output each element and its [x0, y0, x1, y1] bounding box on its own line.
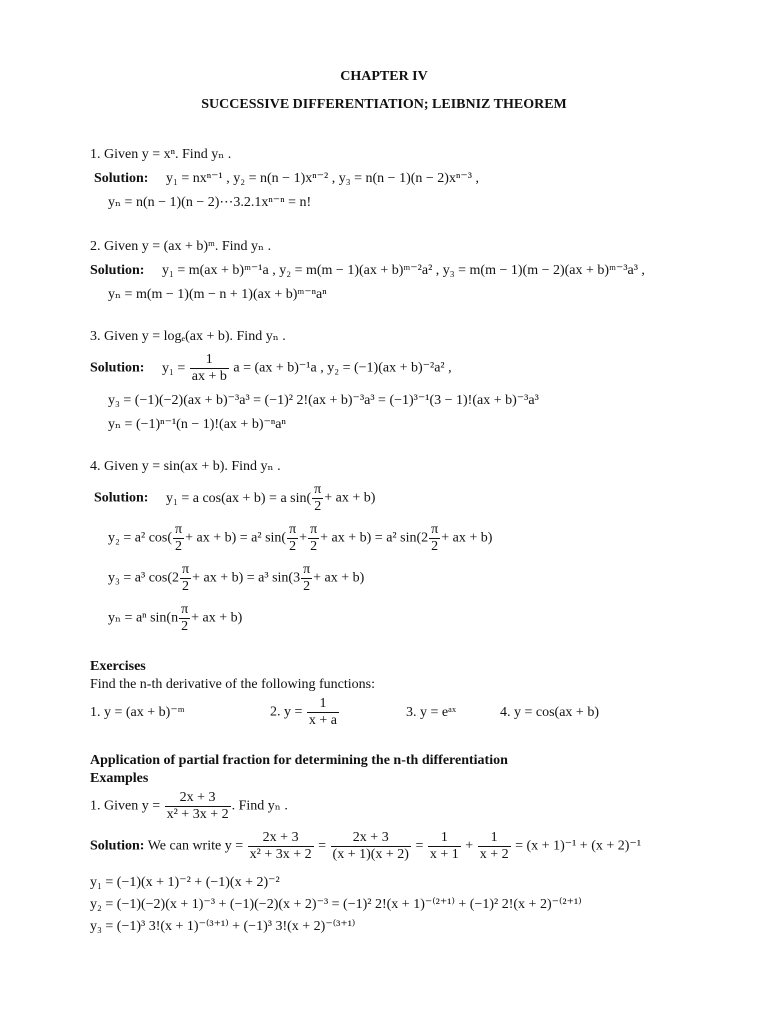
equals-sign: =	[415, 838, 424, 854]
fraction-numerator: π	[431, 522, 439, 537]
problem-3-solution-row	[90, 352, 452, 385]
yn-part-1: yₙ = aⁿ sin(n	[108, 610, 179, 626]
problem-4-y2-row	[108, 522, 492, 555]
fraction-denominator: x + 1	[429, 847, 459, 862]
solution-label: Solution:	[90, 838, 145, 854]
fraction-denominator: x² + 3x + 2	[249, 847, 312, 862]
solution-label: Solution:	[90, 360, 145, 376]
fraction-denominator: 2	[181, 619, 189, 634]
exercise-2-label: 2. y =	[270, 704, 303, 720]
equals-sign: =	[318, 838, 327, 854]
fraction-denominator: x² + 3x + 2	[166, 807, 229, 822]
solution-label: Solution:	[94, 490, 149, 506]
example-1-y3: y₃ = (−1)³ 3!(x + 1)⁻⁽³⁺¹⁾ + (−1)³ 3!(x + 2)⁻⁽³⁺¹⁾	[90, 919, 356, 934]
solution-label: Solution:	[94, 171, 149, 186]
given-suffix: . Find yₙ .	[231, 798, 288, 814]
exercise-1: 1. y = (ax + b)⁻ᵐ	[90, 705, 185, 720]
problem-3-line-1: a = (ax + b)⁻¹a , y₂ = (−1)(ax + b)⁻²a² ,	[233, 360, 452, 376]
fraction-denominator: ax + b	[191, 369, 227, 384]
example-1-given	[90, 790, 288, 823]
fraction-numerator: π	[175, 522, 183, 537]
fraction-denominator: (x + 1)(x + 2)	[332, 847, 409, 862]
yn-tail: + ax + b)	[191, 610, 243, 626]
fraction-numerator: 1	[307, 696, 339, 713]
fraction	[331, 830, 411, 863]
fraction-denominator: 2	[310, 539, 318, 554]
fraction-denominator: 2	[431, 539, 439, 554]
problem-4-solution-row	[94, 482, 375, 515]
y2-tail: + ax + b)	[441, 530, 493, 546]
plus-sign: +	[299, 530, 308, 546]
y2-part-2: + ax + b) = a² sin(	[185, 530, 287, 546]
fraction-denominator: 2	[303, 579, 311, 594]
solution-label: Solution:	[90, 263, 145, 278]
y1-tail: + ax + b)	[324, 490, 376, 506]
chapter-heading: CHAPTER IV	[340, 69, 428, 84]
fraction-numerator: 2x + 3	[331, 830, 411, 847]
problem-1-solution-row	[94, 170, 479, 188]
fraction	[190, 352, 229, 385]
fraction-denominator: x + 2	[479, 847, 509, 862]
fraction	[478, 830, 511, 863]
fraction-numerator: π	[314, 482, 322, 497]
chapter-title: SUCCESSIVE DIFFERENTIATION; LEIBNIZ THEOREM	[201, 97, 567, 112]
fraction-denominator: x + a	[308, 713, 338, 728]
fraction-numerator: π	[289, 522, 297, 537]
problem-3-line-3: yₙ = (−1)ⁿ⁻¹(n − 1)!(ax + b)⁻ⁿaⁿ	[108, 417, 286, 432]
fraction	[248, 830, 314, 863]
fraction	[179, 602, 190, 635]
solution-tail: = (x + 1)⁻¹ + (x + 2)⁻¹	[515, 838, 642, 854]
fraction-numerator: π	[181, 602, 189, 617]
fraction	[287, 522, 298, 555]
fraction	[312, 482, 323, 515]
fraction	[165, 790, 231, 823]
y1-expression: y₁ = a cos(ax + b) = a sin(	[165, 490, 312, 506]
fraction-numerator: 1	[478, 830, 511, 847]
fraction	[173, 522, 184, 555]
example-1-y2: y₂ = (−1)(−2)(x + 1)⁻³ + (−1)(−2)(x + 2)⁻³ = (−1)² 2!(x + 1)⁻⁽²⁺¹⁾ + (−1)² 2!(x + 2)⁻⁽²⁺¹⁾	[90, 897, 582, 912]
given-prefix: 1. Given y =	[90, 798, 161, 814]
solution-intro: We can write y =	[144, 838, 244, 854]
exercise-3: 3. y = eᵃˣ	[406, 705, 456, 720]
fraction-denominator: 2	[289, 539, 297, 554]
example-1-y1: y₁ = (−1)(x + 1)⁻² + (−1)(x + 2)⁻²	[90, 875, 280, 890]
fraction-denominator: 2	[182, 579, 190, 594]
problem-2-line-1: y₁ = m(ax + b)ᵐ⁻¹a , y₂ = m(m − 1)(ax + b)ᵐ⁻²a² , y₃ = m(m − 1)(m − 2)(ax + b)ᵐ⁻³a³ ,	[161, 263, 645, 278]
application-heading: Application of partial fraction for determining the n-th differentiation	[90, 753, 508, 768]
problem-4-y3-row	[108, 562, 364, 595]
exercises-heading: Exercises	[90, 659, 146, 674]
problem-2-given: 2. Given y = (ax + b)ᵐ. Find yₙ .	[90, 239, 272, 254]
problem-1-line-2: yₙ = n(n − 1)(n − 2)⋯3.2.1xⁿ⁻ⁿ = n!	[108, 195, 312, 210]
fraction-numerator: π	[310, 522, 318, 537]
fraction	[307, 696, 339, 729]
problem-3-line-2: y₃ = (−1)(−2)(ax + b)⁻³a³ = (−1)² 2!(ax + b)⁻³a³ = (−1)³⁻¹(3 − 1)!(ax + b)⁻³a³	[108, 393, 539, 408]
fraction-denominator: 2	[175, 539, 183, 554]
examples-heading: Examples	[90, 771, 149, 786]
fraction-numerator: 1	[190, 352, 229, 369]
y3-part-1: y₃ = a³ cos(2	[108, 570, 180, 586]
fraction-numerator: π	[182, 562, 190, 577]
fraction	[308, 522, 319, 555]
problem-2-line-2: yₙ = m(m − 1)(m − n + 1)(ax + b)ᵐ⁻ⁿaⁿ	[108, 287, 327, 302]
fraction-numerator: 1	[428, 830, 461, 847]
y2-part-3: + ax + b) = a² sin(2	[320, 530, 429, 546]
fraction	[301, 562, 312, 595]
plus-sign: +	[465, 838, 474, 854]
problem-3-given: 3. Given y = logₑ(ax + b). Find yₙ .	[90, 329, 286, 344]
problem-1-given: 1. Given y = xⁿ. Find yₙ .	[90, 147, 232, 162]
problem-4-given: 4. Given y = sin(ax + b). Find yₙ .	[90, 459, 281, 474]
fraction	[429, 522, 440, 555]
fraction	[428, 830, 461, 863]
fraction	[180, 562, 191, 595]
fraction-numerator: 2x + 3	[165, 790, 231, 807]
y2-part-1: y₂ = a² cos(	[108, 530, 173, 546]
problem-4-yn-row	[108, 602, 242, 635]
y3-tail: + ax + b)	[313, 570, 365, 586]
exercise-2	[270, 696, 340, 729]
fraction-denominator: 2	[314, 499, 322, 514]
fraction-numerator: π	[303, 562, 311, 577]
problem-2-solution-row	[90, 262, 645, 280]
example-1-solution-row	[90, 830, 641, 863]
y1-label: y₁ =	[161, 360, 186, 376]
fraction-numerator: 2x + 3	[248, 830, 314, 847]
exercise-4: 4. y = cos(ax + b)	[500, 705, 599, 720]
exercises-intro: Find the n-th derivative of the following functions:	[90, 677, 376, 692]
y3-part-2: + ax + b) = a³ sin(3	[192, 570, 301, 586]
problem-1-line-1: y₁ = nxⁿ⁻¹ , y₂ = n(n − 1)xⁿ⁻² , y₃ = n(n − 1)(n − 2)xⁿ⁻³ ,	[165, 171, 479, 186]
